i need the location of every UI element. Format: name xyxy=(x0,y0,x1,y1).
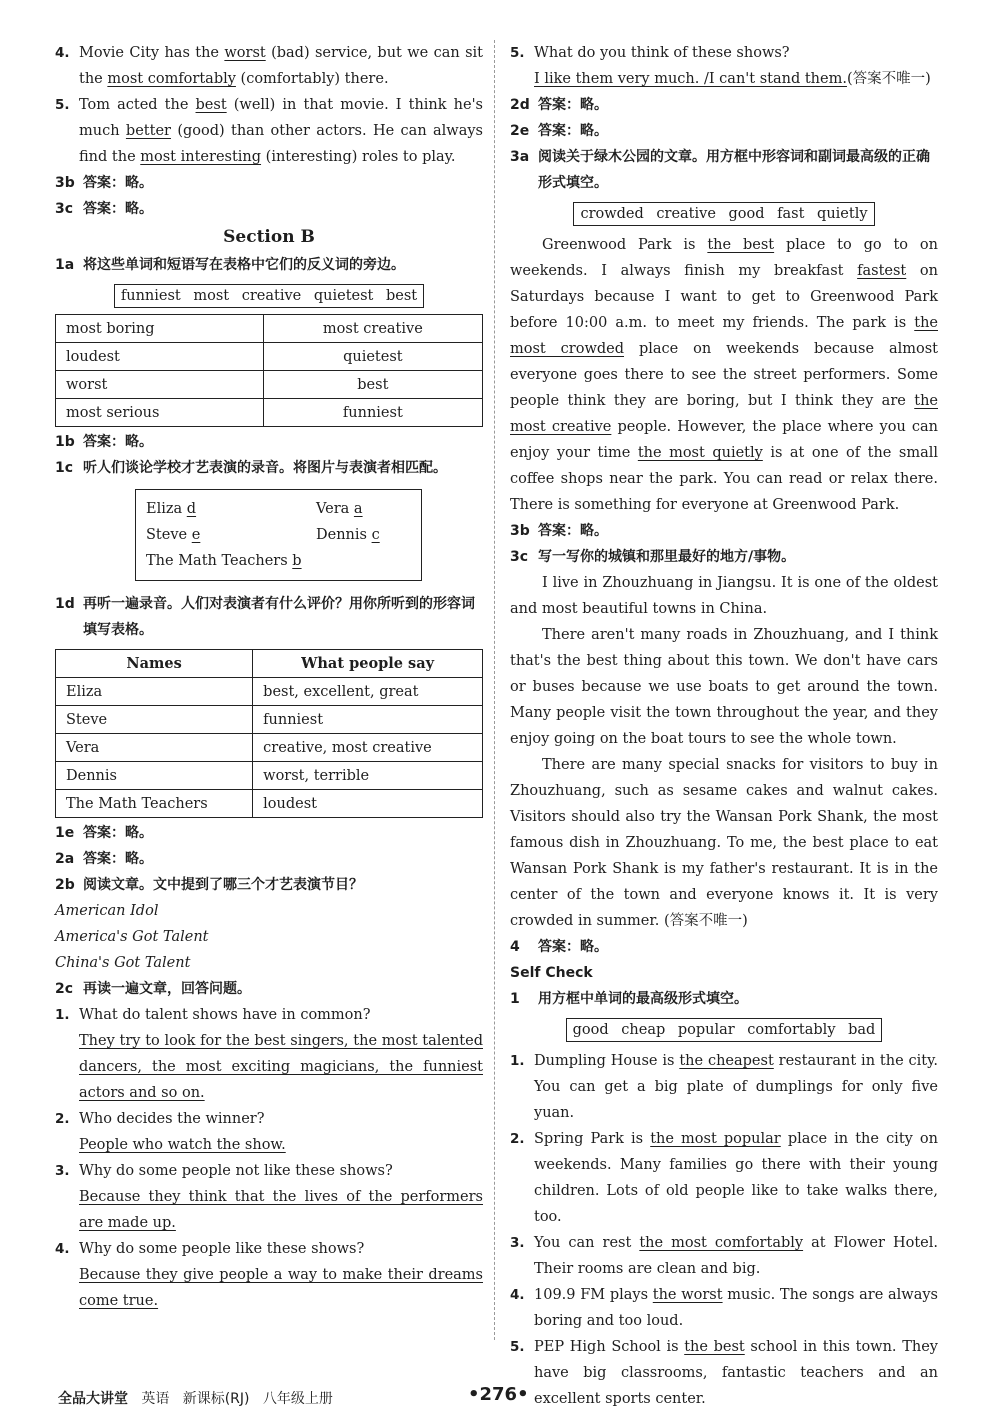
qa-item: 1. What do talent shows have in common? xyxy=(55,1007,371,1023)
table-cell: Steve xyxy=(56,706,253,734)
essay-paragraph: I live in Zhouzhuang in Jiangsu. It is one of the oldest and most beautiful towns in China. xyxy=(510,575,938,617)
answer: best xyxy=(195,97,227,113)
question-2b: 2b 阅读文章。文中提到了哪三个才艺表演节目？ xyxy=(55,877,363,893)
table-cell: best xyxy=(263,371,482,399)
word-box: good cheap popular comfortably bad xyxy=(566,1018,883,1042)
qa-item: 5. What do you think of these shows? xyxy=(510,45,790,61)
answer: worst xyxy=(224,45,266,61)
question-1b: 1b 答案：略。 xyxy=(55,434,153,450)
essay-paragraph: There are many special snacks for visitors to buy in Zhouzhuang, such as sesame cakes and walnut cakes. Visitors should also try the Wansan Pork Shank, the most famous dish in Zhouzhuang. To me, the best place to eat Wansan Pork Shank is my father's restaurant. It is in the center of the town and everyone knows it. It is very crowded in summer. (答案不唯一) xyxy=(510,757,938,929)
match-item: Eliza d xyxy=(146,501,197,517)
section-title: Section B xyxy=(223,227,315,247)
grade: 八年级上册 xyxy=(262,1391,333,1407)
question-2c: 2c 再读一遍文章，回答问题。 xyxy=(55,981,251,997)
show-name: China's Got Talent xyxy=(55,955,191,971)
table-cell: quietest xyxy=(263,343,482,371)
page-number: •276• xyxy=(468,1384,529,1405)
question-3c: 3c 答案：略。 xyxy=(55,201,153,217)
exercise-item: 5. Tom acted the best (well) in that movie. I think he's much better (good) than other actors. He can always find the most interesting (interesting) roles to play. xyxy=(55,97,483,165)
question-1a: 1a 将这些单词和短语写在表格中它们的反义词的旁边。 xyxy=(55,257,405,273)
table-row xyxy=(56,343,483,371)
self-check-title: Self Check xyxy=(510,965,593,981)
table-cell: The Math Teachers xyxy=(56,790,253,818)
table-cell: Vera xyxy=(56,734,253,762)
answer: most interesting xyxy=(140,149,262,165)
question-3c: 3c 写一写你的城镇和那里最好的地方/事物。 xyxy=(510,549,796,565)
table-row xyxy=(56,399,483,427)
qa-item: 4. Why do some people like these shows? xyxy=(55,1241,365,1257)
brand-name: 全品大讲堂 xyxy=(58,1391,128,1407)
essay-paragraph: There aren't many roads in Zhouzhuang, and I think that's the best thing about this town. We don't have cars or buses because we use boats to get around the town. Many people visit the town throughout the year, and they enjoy going on the boat tours to see the whole town. xyxy=(510,627,938,747)
match-item: The Math Teachers b xyxy=(146,553,302,569)
table-header: What people say xyxy=(253,650,483,678)
table-cell: best, excellent, great xyxy=(253,678,483,706)
show-name: American Idol xyxy=(55,903,159,919)
exercise-item: 4. Movie City has the worst (bad) service, but we can sit the most comfortably (comfortably) there. xyxy=(55,45,483,87)
question-3b: 3b 答案：略。 xyxy=(55,175,153,191)
exercise-item: 3. You can rest the most comfortably at Flower Hotel. Their rooms are clean and big. xyxy=(510,1235,938,1277)
qa-item: 2. Who decides the winner? xyxy=(55,1111,265,1127)
table-row xyxy=(56,706,483,734)
subject: 英语 xyxy=(141,1391,170,1407)
table-row xyxy=(56,762,483,790)
antonym-table xyxy=(55,314,483,427)
table-cell: loudest xyxy=(56,343,264,371)
table-row xyxy=(56,678,483,706)
edition: 新课标(RJ) xyxy=(182,1391,250,1407)
qa-answer: Because they give people a way to make their dreams come true. xyxy=(79,1267,483,1309)
answer: better xyxy=(125,123,171,139)
question-sc1: 1 用方框中单词的最高级形式填空。 xyxy=(510,991,748,1007)
comments-table xyxy=(55,649,483,818)
question-2d: 2d 答案：略。 xyxy=(510,97,608,113)
question-1e: 1e 答案：略。 xyxy=(55,825,153,841)
word-box: funniest most creative quietest best xyxy=(114,284,424,308)
table-cell: worst, terrible xyxy=(253,762,483,790)
question-3a: 3a 阅读关于绿木公园的文章。用方框中形容词和副词最高级的正确形式填空。 xyxy=(510,149,930,191)
match-box xyxy=(135,489,422,581)
table-row xyxy=(56,790,483,818)
table-cell: loudest xyxy=(253,790,483,818)
question-2e: 2e 答案：略。 xyxy=(510,123,608,139)
question-1c: 1c 听人们谈论学校才艺表演的录音。将图片与表演者相匹配。 xyxy=(55,460,447,476)
table-cell: Dennis xyxy=(56,762,253,790)
column-divider xyxy=(494,40,495,1340)
qa-answer: I like them very much. /I can't stand them.(答案不唯一) xyxy=(534,71,931,87)
table-cell: funniest xyxy=(253,706,483,734)
question-2a: 2a 答案：略。 xyxy=(55,851,153,867)
exercise-item: 1. Dumpling House is the cheapest restaurant in the city. You can get a big plate of dumplings for only five yuan. xyxy=(510,1053,938,1121)
exercise-item: 4. 109.9 FM plays the worst music. The songs are always boring and too loud. xyxy=(510,1287,938,1329)
passage: Greenwood Park is the best place to go to on weekends. I always finish my breakfast fastest on Saturdays because I want to get to Greenwood Park before 10:00 a.m. to meet my friends. The park is the most crowded place on weekends because almost everyone goes there to see the street performers. Some people think they are boring, but I think they are the most creative people. However, the place where you can enjoy your time the most quietly is at one of the small coffee shops near the park. You can read or relax there. There is something for everyone at Greenwood Park. xyxy=(510,237,938,513)
qa-answer: People who watch the show. xyxy=(79,1137,286,1153)
match-item: Dennis c xyxy=(316,527,380,543)
qa-answer: They try to look for the best singers, the most talented dancers, the most exciting magicians, the funniest actors and so on. xyxy=(79,1033,483,1101)
table-cell: most boring xyxy=(56,315,264,343)
table-row xyxy=(56,371,483,399)
qa-answer: Because they think that the lives of the performers are made up. xyxy=(79,1189,483,1231)
table-header: Names xyxy=(56,650,253,678)
right-column xyxy=(510,40,938,1412)
table-cell: most creative xyxy=(263,315,482,343)
table-cell: funniest xyxy=(263,399,482,427)
question-1d: 1d 再听一遍录音。人们对表演者有什么评价？用你所听到的形容词填写表格。 xyxy=(55,596,475,638)
table-row xyxy=(56,734,483,762)
left-column xyxy=(55,40,483,1314)
table-cell: worst xyxy=(56,371,264,399)
question-3b: 3b 答案：略。 xyxy=(510,523,608,539)
question-4: 4 答案：略。 xyxy=(510,939,608,955)
table-row xyxy=(56,315,483,343)
match-item: Steve e xyxy=(146,527,201,543)
match-item: Vera a xyxy=(316,501,363,517)
table-cell: most serious xyxy=(56,399,264,427)
table-cell: Eliza xyxy=(56,678,253,706)
qa-item: 3. Why do some people not like these shows? xyxy=(55,1163,393,1179)
answer: most comfortably xyxy=(107,71,236,87)
exercise-item: 2. Spring Park is the most popular place in the city on weekends. Many families go there with their young children. Lots of old people like to take walks there, too. xyxy=(510,1131,938,1225)
table-cell: creative, most creative xyxy=(253,734,483,762)
word-box: crowded creative good fast quietly xyxy=(573,202,874,226)
exercise-item: 5. PEP High School is the best school in this town. They have big classrooms, fantastic teachers and an excellent sports center. xyxy=(510,1339,938,1407)
show-name: America's Got Talent xyxy=(55,929,209,945)
